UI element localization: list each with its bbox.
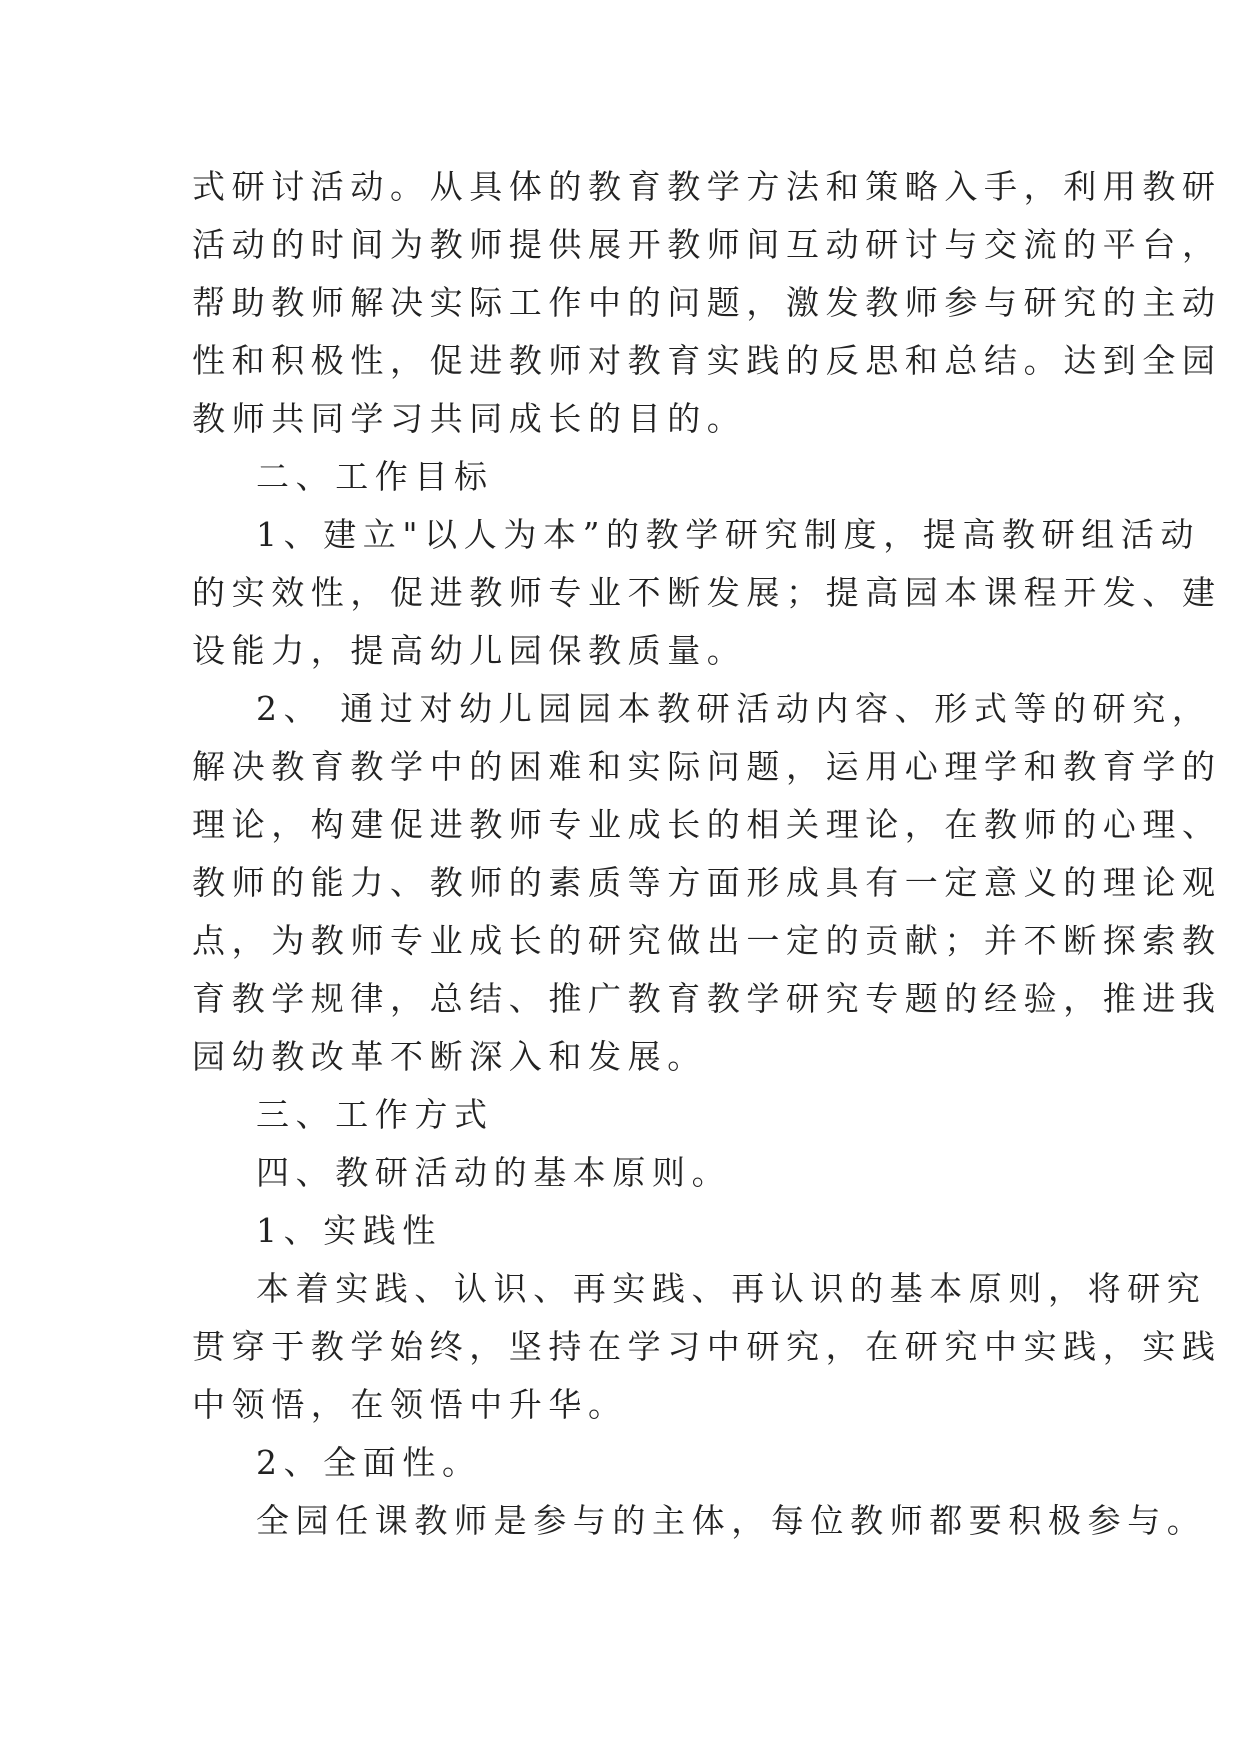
sub-heading: 2、全面性。 [256,1443,482,1482]
text-line: 式研讨活动。从具体的教育教学方法和策略入手，利用教研 [192,167,1222,206]
text-line: 理论，构建促进教师专业成长的相关理论，在教师的心理、 [192,805,1222,844]
text-line: 帮助教师解决实际工作中的问题，激发教师参与研究的主动 [192,283,1222,322]
text-line: 全园任课教师是参与的主体，每位教师都要积极参与。 [256,1501,1207,1540]
text-line: 解决教育教学中的困难和实际问题，运用心理学和教育学的 [192,747,1222,786]
text-line: 性和积极性，促进教师对教育实践的反思和总结。达到全园 [192,341,1222,380]
text-line: 的实效性，促进教师专业不断发展；提高园本课程开发、建 [192,573,1222,612]
section-heading: 四、教研活动的基本原则。 [256,1153,732,1192]
text-line: 教师共同学习共同成长的目的。 [192,399,747,438]
section-heading: 三、工作方式 [256,1095,494,1134]
text-line: 育教学规律，总结、推广教育教学研究专题的经验，推进我 [192,979,1222,1018]
text-line: 教师的能力、教师的素质等方面形成具有一定意义的理论观 [192,863,1222,902]
text-line: 本着实践、认识、再实践、再认识的基本原则，将研究 [256,1269,1207,1308]
text-line: 中领悟，在领悟中升华。 [192,1385,628,1424]
text-line: 2、 通过对幼儿园园本教研活动内容、形式等的研究， [256,689,1212,728]
text-line: 设能力，提高幼儿园保教质量。 [192,631,747,670]
text-line: 点，为教师专业成长的研究做出一定的贡献；并不断探索教 [192,921,1222,960]
text-line: 园幼教改革不断深入和发展。 [192,1037,707,1076]
section-heading: 二、工作目标 [256,457,494,496]
text-line: 贯穿于教学始终，坚持在学习中研究，在研究中实践，实践 [192,1327,1222,1366]
sub-heading: 1、实践性 [256,1211,442,1250]
text-line: 活动的时间为教师提供展开教师间互动研讨与交流的平台， [192,225,1222,264]
text-line: 1、建立"以人为本”的教学研究制度，提高教研组活动 [256,515,1201,554]
